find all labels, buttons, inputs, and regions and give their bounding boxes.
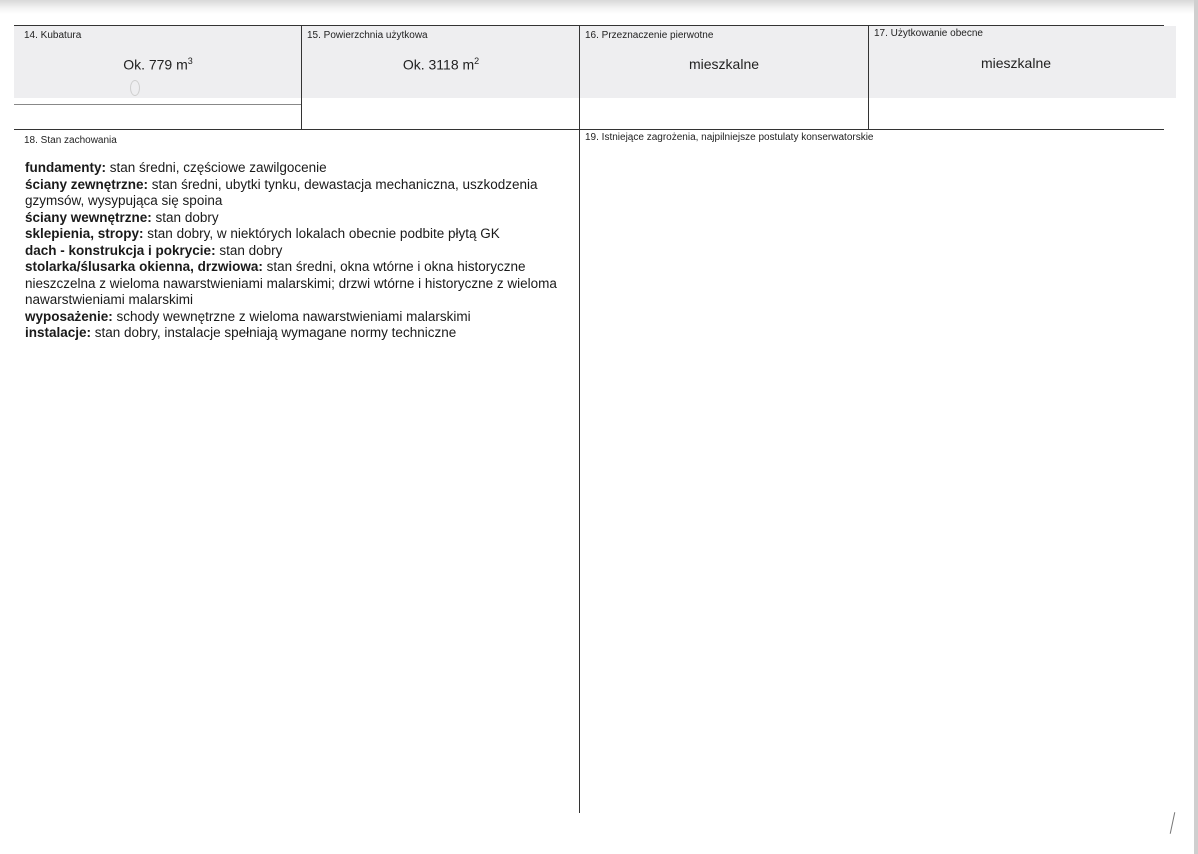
stan-item-term: ściany wewnętrzne: bbox=[25, 209, 152, 225]
stan-item bbox=[25, 259, 573, 309]
stan-item-term: ściany zewnętrzne: bbox=[25, 176, 149, 192]
przeznaczenie-label: 16. Przeznaczenie pierwotne bbox=[585, 30, 714, 41]
stan-item-term: fundamenty: bbox=[25, 160, 106, 175]
powierzchnia-value-text: Ok. 3118 m bbox=[402, 56, 475, 73]
stan-item-desc: stan średni, okna wtórne i okna historyczne nieszczelna z wieloma nawarstwieniami malarskimi; drzwi wtórne i historyczne z wieloma nawarstwieniami malarskimi bbox=[25, 259, 557, 307]
divider-15-16 bbox=[579, 25, 580, 813]
stan-item-term: instalacje: bbox=[25, 325, 92, 340]
top-border bbox=[14, 25, 1164, 26]
stan-item-desc: stan dobry, instalacje spełniają wymagane normy techniczne bbox=[91, 325, 457, 340]
stan-item-desc: stan dobry, w niektórych lokalach obecnie podbite płytą GK bbox=[143, 226, 500, 241]
stan-item bbox=[25, 177, 573, 210]
przeznaczenie-value: mieszkalne bbox=[688, 56, 760, 72]
stan-item bbox=[25, 243, 573, 260]
powierzchnia-label: 15. Powierzchnia użytkowa bbox=[307, 30, 428, 41]
stan-item-term: sklepienia, stropy: bbox=[25, 226, 144, 241]
stan-item-term: wyposażenie: bbox=[25, 308, 113, 324]
margin-mark bbox=[1170, 812, 1176, 834]
stan-item-desc: stan dobry bbox=[151, 209, 219, 225]
stan-item-desc: stan średni, ubytki tynku, dewastacja mechaniczna, uszkodzenia gzymsów, wysypująca się spoina bbox=[25, 176, 538, 208]
stan-item-term: stolarka/ślusarka okienna, drzwiowa: bbox=[25, 259, 263, 274]
scan-edge-right bbox=[1194, 0, 1198, 854]
scan-edge-top bbox=[0, 0, 1198, 14]
divider-14-15 bbox=[301, 25, 302, 129]
stan-item bbox=[25, 160, 573, 177]
cell-14-bottom bbox=[14, 104, 302, 105]
stan-zachowania-list bbox=[25, 160, 573, 342]
kubatura-value bbox=[14, 56, 302, 73]
kubatura-value-text: Ok. 779 m bbox=[123, 56, 188, 73]
divider-16-17 bbox=[868, 25, 869, 129]
stan-zachowania-label: 18. Stan zachowania bbox=[24, 135, 117, 146]
stan-item-desc: schody wewnętrzne z wieloma nawarstwieniami malarskimi bbox=[112, 308, 471, 324]
kubatura-unit-superscript: 3 bbox=[187, 56, 193, 66]
kubatura-label: 14. Kubatura bbox=[24, 30, 82, 41]
stan-item bbox=[25, 325, 573, 342]
uzytkowanie-value: mieszkalne bbox=[980, 55, 1052, 71]
powierzchnia-unit-superscript: 2 bbox=[474, 56, 480, 66]
stan-item-term: dach - konstrukcja i pokrycie: bbox=[25, 242, 216, 258]
row-divider bbox=[14, 129, 1164, 130]
stan-item-desc: stan średni, częściowe zawilgocenie bbox=[106, 160, 327, 175]
stan-item bbox=[25, 210, 573, 227]
stan-item-desc: stan dobry bbox=[215, 242, 283, 258]
pencil-mark bbox=[130, 80, 140, 96]
zagrozenia-label: 19. Istniejące zagrożenia, najpilniejsze postulaty konserwatorskie bbox=[585, 132, 874, 143]
powierzchnia-value bbox=[302, 56, 580, 73]
stan-item bbox=[25, 309, 573, 326]
stan-item bbox=[25, 226, 573, 243]
uzytkowanie-label: 17. Użytkowanie obecne bbox=[874, 28, 983, 39]
